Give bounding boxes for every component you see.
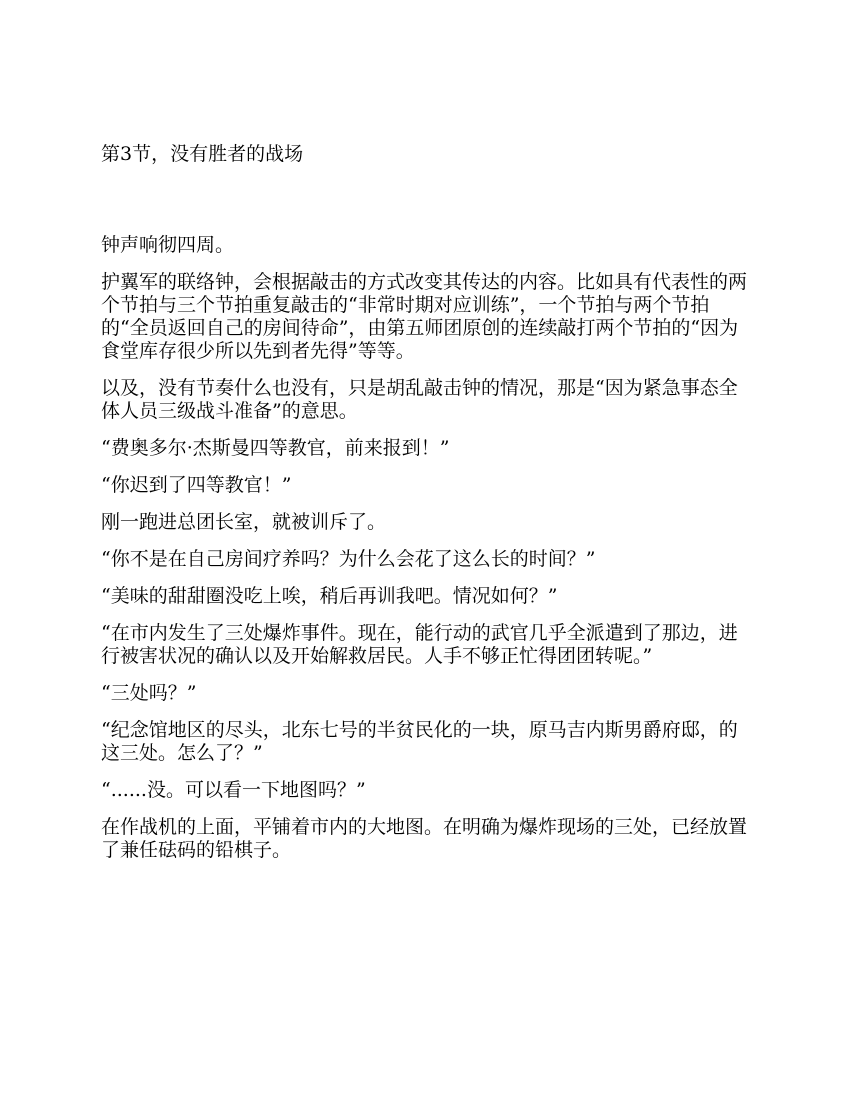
paragraph: “三处吗？” bbox=[101, 682, 197, 704]
paragraph: 在作战机的上面，平铺着市内的大地图。在明确为爆炸现场的三处，已经放置了兼任砝码的铅棋子。 bbox=[101, 816, 748, 861]
chapter-title: 第3节，没有胜者的战场 bbox=[101, 143, 304, 165]
paragraph: 以及，没有节奏什么也没有，只是胡乱敲击钟的情况，那是“因为紧急事态全体人员三级战斗准备”的意思。 bbox=[101, 377, 738, 422]
paragraph: 刚一跑进总团长室，就被训斥了。 bbox=[101, 511, 387, 533]
paragraph: “......没。可以看一下地图吗？” bbox=[101, 779, 366, 801]
paragraph: 护翼军的联络钟，会根据敲击的方式改变其传达的内容。比如具有代表性的两个节拍与三个节拍重复敲击的“非常时期对应训练”，一个节拍与两个节拍的“全员返回自己的房间待命”，由第五师团原创的连续敲打两个节拍的“因为食堂库存很少所以先到者先得”等等。 bbox=[101, 271, 748, 362]
paragraph: “你不是在自己房间疗养吗？为什么会花了这么长的时间？” bbox=[101, 548, 596, 570]
paragraph: “费奥多尔·杰斯曼四等教官，前来报到！” bbox=[101, 437, 450, 459]
paragraph: “纪念馆地区的尽头，北东七号的半贫民化的一块，原马吉内斯男爵府邸，的这三处。怎么了？” bbox=[101, 719, 738, 764]
paragraph: 钟声响彻四周。 bbox=[101, 234, 235, 256]
paragraph: “你迟到了四等教官！” bbox=[101, 474, 292, 496]
document-body bbox=[101, 143, 751, 876]
paragraph: “美味的甜甜圈没吃上唉，稍后再训我吧。情况如何？” bbox=[101, 585, 558, 607]
paragraph: “在市内发生了三处爆炸事件。现在，能行动的武官几乎全派遣到了那边，进行被害状况的确认以及开始解救居民。人手不够正忙得团团转呢。” bbox=[101, 622, 738, 667]
